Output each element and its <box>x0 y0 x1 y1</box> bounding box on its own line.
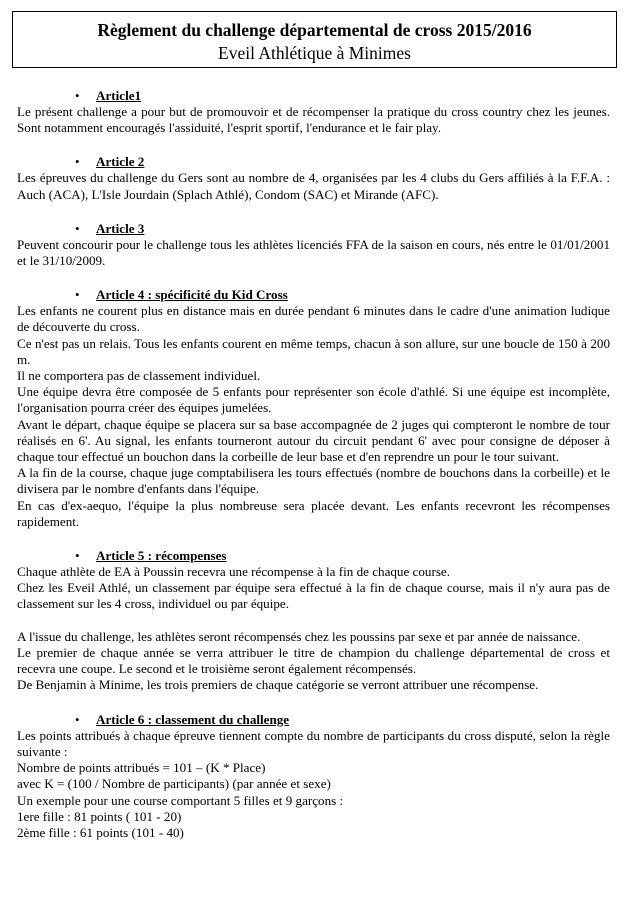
article-paragraph: Il ne comportera pas de classement individuel. <box>17 368 261 384</box>
article-2 <box>17 154 610 202</box>
article-paragraph: Une équipe devra être composée de 5 enfants pour représenter son école d'athlé. Si une équipe est incomplète, l'organisation pourra créer des équipes jumelées. <box>17 384 610 416</box>
article-heading-text: Article 4 : spécificité du Kid Cross <box>96 287 288 303</box>
article-paragraph: Le présent challenge a pour but de promouvoir et de récompenser la pratique du cross country chez les jeunes. Sont notamment encouragés l'assiduité, l'esprit sportif, l'endurance et le fair play. <box>17 104 610 136</box>
article-heading <box>17 712 610 728</box>
formula-line: Nombre de points attribués = 101 – (K * Place) <box>17 760 266 776</box>
article-paragraph: De Benjamin à Minime, les trois premiers de chaque catégorie se verront attribuer une récompense. <box>17 677 539 693</box>
example-line: 2ème fille : 61 points (101 - 40) <box>17 824 184 840</box>
example-line: 1ere fille : 81 points ( 101 - 20) <box>17 808 182 824</box>
article-paragraph: En cas d'ex-aequo, l'équipe la plus nombreuse sera placée devant. Les enfants recevront les récompenses rapidement. <box>17 497 610 529</box>
article-heading-text: Article 6 : classement du challenge <box>96 711 290 727</box>
article-heading-text: Article 2 <box>96 154 145 170</box>
document-title: Règlement du challenge départemental de cross 2015/2016 <box>97 20 532 40</box>
article-heading <box>17 287 610 303</box>
article-heading-text: Article1 <box>96 88 142 103</box>
article-paragraph: Ce n'est pas un relais. Tous les enfants courent en même temps, chacun à son allure, sur une boucle de 150 à 200 m. <box>17 335 610 367</box>
bullet-icon: • <box>75 711 80 727</box>
article-heading-text: Article 3 <box>96 220 145 236</box>
article-paragraph: A la fin de la course, chaque juge comptabilisera les tours effectués (nombre de bouchons dans la corbeille) et le divisera par le nombre d'enfants dans l'équipe. <box>17 465 610 497</box>
article-paragraph: A l'issue du challenge, les athlètes seront récompensés chez les poussins par sexe et par année de naissance. <box>17 628 581 644</box>
article-4 <box>17 287 610 530</box>
article-heading <box>17 88 610 104</box>
article-paragraph: Les enfants ne courent plus en distance mais en durée pendant 6 minutes dans le cadre d'une animation ludique de découverte du cross. <box>17 303 610 335</box>
article-heading <box>17 221 610 237</box>
article-3 <box>17 221 610 269</box>
bullet-icon: • <box>75 287 80 303</box>
article-paragraph: Les points attribués à chaque épreuve tiennent compte du nombre de participants du cross disputé, selon la règle suivante : <box>17 727 610 759</box>
bullet-icon: • <box>75 548 80 564</box>
article-paragraph: Chaque athlète de EA à Poussin recevra une récompense à la fin de chaque course. <box>17 564 451 580</box>
article-1 <box>17 88 610 136</box>
document-body <box>17 88 610 841</box>
article-paragraph: Les épreuves du challenge du Gers sont au nombre de 4, organisées par les 4 clubs du Gers affiliés à la F.F.A. : Auch (ACA), L'Isle Jourdain (Splach Athlé), Condom (SAC) et Mirande (AFC). <box>17 170 610 202</box>
bullet-icon: • <box>75 220 80 236</box>
formula-line: avec K = (100 / Nombre de participants) (par année et sexe) <box>17 776 331 792</box>
article-paragraph: Avant le départ, chaque équipe se placera sur sa base accompagnée de 2 juges qui compteront le nombre de tour réalisés en 6'. Au signal, les enfants tourneront autour du circuit pendant 6' avec pour consigne de déposer à chaque tour effectué un bouchon dans la corbeille de leur base et d'en reprendre un pour le tour suivant. <box>17 416 610 465</box>
example-line: Un exemple pour une course comportant 5 filles et 9 garçons : <box>17 792 344 808</box>
article-heading <box>17 548 610 564</box>
article-heading <box>17 154 610 170</box>
article-paragraph: Le premier de chaque année se verra attribuer le titre de champion du challenge départemental de cross et recevra une coupe. Le second et le troisième seront également récompensés. <box>17 645 610 677</box>
title-box <box>12 11 617 68</box>
bullet-icon: • <box>75 154 80 170</box>
document-subtitle: Eveil Athlétique à Minimes <box>218 43 411 63</box>
article-heading-text: Article 5 : récompenses <box>96 548 227 564</box>
bullet-icon: • <box>75 88 80 103</box>
article-5 <box>17 548 610 694</box>
article-paragraph-blank <box>17 613 610 629</box>
article-6 <box>17 712 610 841</box>
article-paragraph: Chez les Eveil Athlé, un classement par équipe sera effectué à la fin de chaque course, mais il n'y aura pas de classement sur les 4 cross, individuel ou par équipe. <box>17 580 610 612</box>
article-paragraph: Peuvent concourir pour le challenge tous les athlètes licenciés FFA de la saison en cours, nés entre le 01/01/2001 et le 31/10/2009. <box>17 236 610 269</box>
